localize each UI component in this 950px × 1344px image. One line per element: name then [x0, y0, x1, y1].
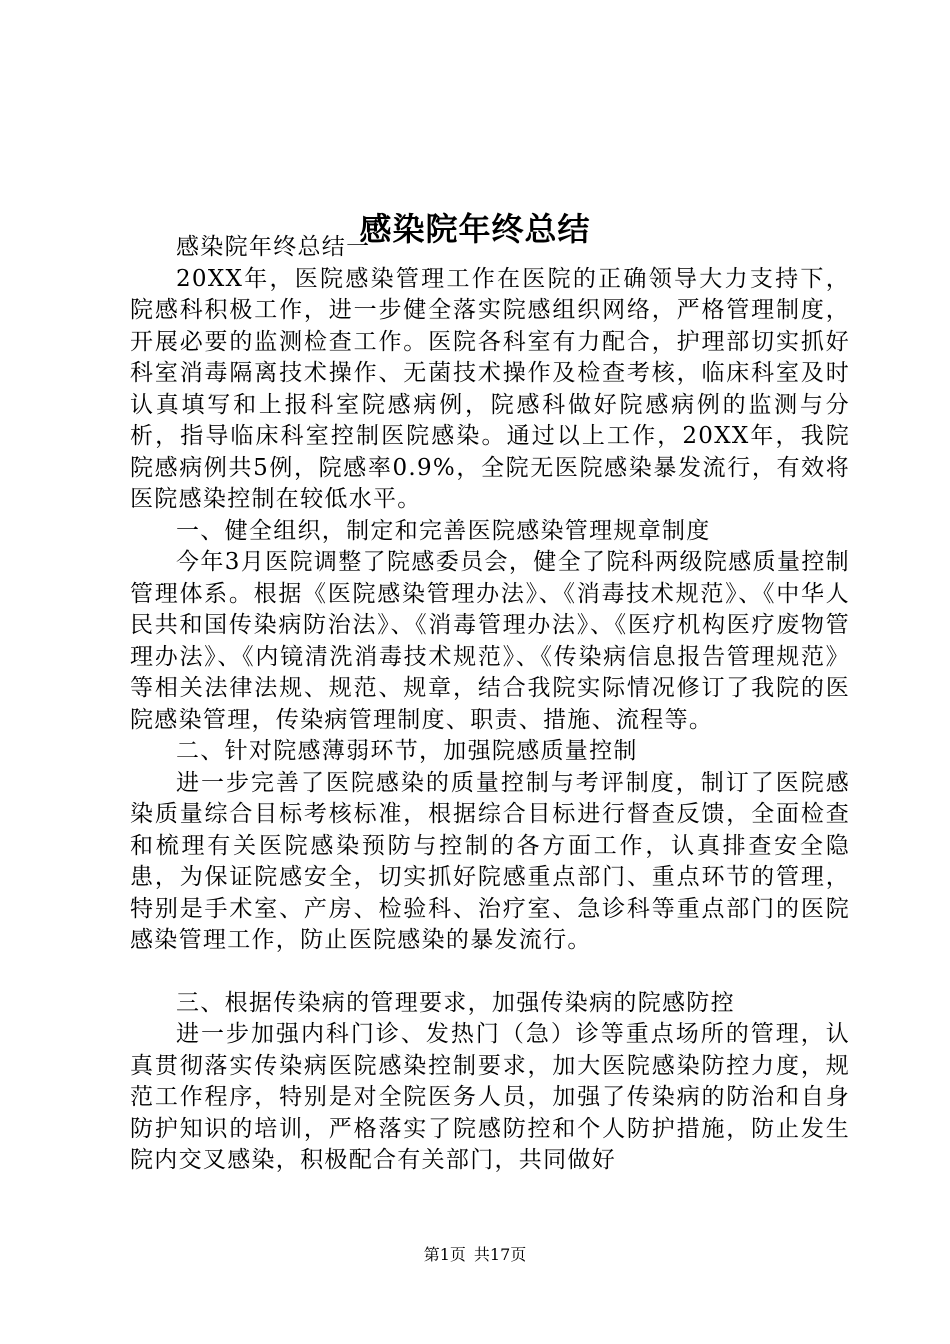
body-paragraph: 20XX年，医院感染管理工作在医院的正确领导大力支持下，院感科积极工作，进一步健全落实院感组织网络，严格管理制度，开展必要的监测检查工作。医院各科室有力配合，护理部切实抓好科室消毒隔离技术操作、无菌技术操作及检查考核，临床科室及时认真填写和上报科室院感病例，院感科做好院感病例的监测与分析，指导临床科室控制医院感染。通过以上工作，20XX年，我院院感病例共5例，院感率0.9%，全院无医院感染暴发流行，有效将医院感染控制在较低水平。: [130, 265, 850, 512]
section-heading: 三、根据传染病的管理要求，加强传染病的院感防控: [176, 989, 735, 1016]
body-paragraph: 今年3月医院调整了院感委员会，健全了院科两级院感质量控制管理体系。根据《医院感染管理办法》、《消毒技术规范》、《中华人民共和国传染病防治法》、《消毒管理办法》、《医疗机构医疗废物管理办法》、《内镜清洗消毒技术规范》、《传染病信息报告管理规范》等相关法律法规、规范、规章，结合我院实际情况修订了我院的医院感染管理，传染病管理制度、职责、措施、流程等。: [130, 549, 850, 733]
body-paragraph: 进一步完善了医院感染的质量控制与考评制度，制订了医院感染质量综合目标考核标准，根据综合目标进行督查反馈，全面检查和梳理有关医院感染预防与控制的各方面工作，认真排查安全隐患，为保证院感安全，切实抓好院感重点部门、重点环节的管理，特别是手术室、产房、检验科、治疗室、急诊科等重点部门的医院感染管理工作，防止医院感染的暴发流行。: [130, 769, 850, 953]
document-body: [130, 232, 850, 1177]
page-number: 第1页: [423, 1245, 466, 1264]
body-paragraph: 进一步加强内科门诊、发热门（急）诊等重点场所的管理，认真贯彻落实传染病医院感染控制要求，加大医院感染防控力度，规范工作程序，特别是对全院医务人员，加强了传染病的防治和自身防护知识的培训，严格落实了院感防控和个人防护措施，防止发生院内交叉感染，积极配合有关部门，共同做好: [130, 1021, 850, 1173]
document-title: 感染院年终总结: [359, 210, 591, 249]
section-heading: 感染院年终总结一: [176, 234, 371, 260]
page-total: 共17页: [473, 1245, 527, 1264]
page-footer: [0, 1243, 950, 1267]
section-heading: 一、健全组织，制定和完善医院感染管理规章制度: [176, 517, 711, 544]
section-heading: 二、针对院感薄弱环节，加强院感质量控制: [176, 738, 638, 764]
